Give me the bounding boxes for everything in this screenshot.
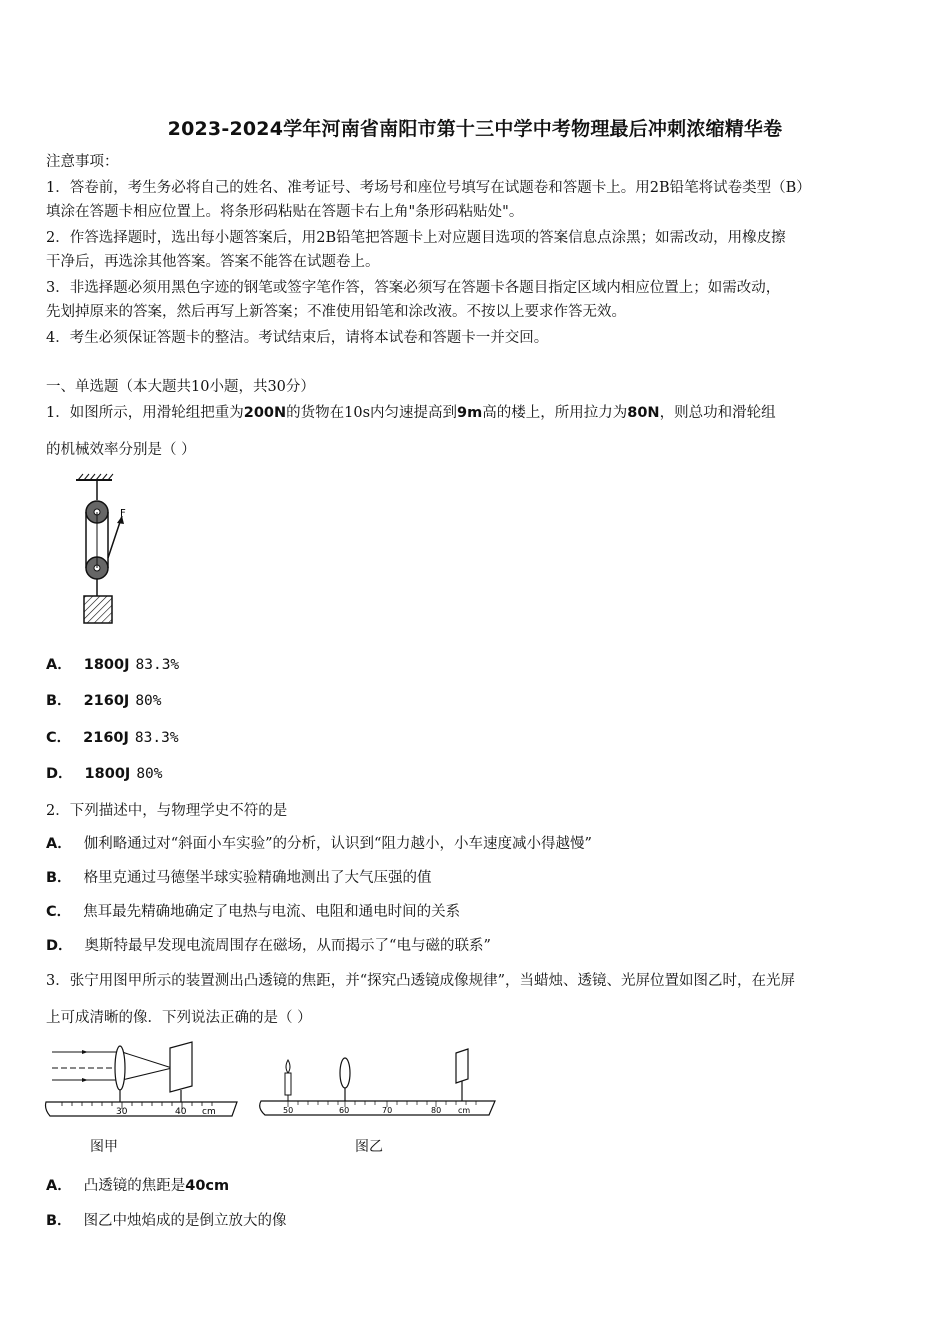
q2-option-c[interactable] bbox=[46, 902, 460, 922]
notice-line: 4．考生必须保证答题卡的整洁。考试结束后，请将本试卷和答题卡一并交回。 bbox=[46, 330, 549, 346]
ceiling bbox=[76, 474, 113, 480]
light-screen bbox=[456, 1049, 468, 1083]
force-label: F bbox=[120, 508, 126, 519]
tick-label: cm bbox=[202, 1107, 216, 1117]
option-text: 奥斯特最早发现电流周围存在磁场，从而揭示了“电与磁的联系” bbox=[84, 938, 491, 954]
option-key: D． bbox=[46, 766, 73, 782]
figure-jia bbox=[42, 1040, 242, 1120]
option-work: 1800J bbox=[83, 657, 130, 673]
q1-option-a[interactable] bbox=[46, 655, 179, 675]
option-key: C． bbox=[46, 730, 72, 746]
option-work: 1800J bbox=[84, 766, 131, 782]
tick-label: 70 bbox=[382, 1106, 393, 1115]
convex-lens bbox=[115, 1046, 125, 1090]
tick-label: 50 bbox=[283, 1106, 294, 1115]
figure-yi-caption: 图乙 bbox=[355, 1139, 383, 1155]
notice-heading: 注意事项： bbox=[46, 154, 119, 170]
q1-force: 80N bbox=[627, 405, 660, 421]
convex-lens bbox=[340, 1058, 350, 1088]
option-key: B． bbox=[46, 693, 72, 709]
notice-line: 1．答卷前，考生务必将自己的姓名、准考证号、考场号和座位号填写在试题卷和答题卡上。用2B铅笔将试卷类型（B） bbox=[46, 180, 811, 196]
notice-line: 填涂在答题卡相应位置上。将条形码粘贴在答题卡右上角"条形码粘贴处"。 bbox=[46, 204, 524, 220]
option-key: D． bbox=[46, 938, 73, 954]
figure-jia-caption: 图甲 bbox=[90, 1139, 118, 1155]
q3-option-b[interactable] bbox=[46, 1211, 287, 1231]
q2-option-a[interactable] bbox=[46, 834, 592, 854]
option-text: 伽利略通过对“斜面小车实验”的分析，认识到“阻力越小，小车速度减小得越慢” bbox=[83, 836, 592, 852]
q1-option-d[interactable] bbox=[46, 764, 163, 784]
question-1-stem bbox=[46, 403, 776, 423]
tick-label: 40 bbox=[175, 1107, 187, 1117]
q3-option-a[interactable] bbox=[46, 1176, 229, 1196]
section-heading: 一、单选题（本大题共10小题，共30分） bbox=[46, 379, 315, 395]
light-screen bbox=[170, 1042, 192, 1092]
q2-option-d[interactable] bbox=[46, 936, 491, 956]
figure-yi bbox=[255, 1045, 500, 1120]
option-key: B． bbox=[46, 870, 72, 886]
tick-label: 60 bbox=[339, 1106, 350, 1115]
q1-text: 1．如图所示，用滑轮组把重为 bbox=[46, 405, 244, 421]
option-key: A． bbox=[46, 836, 72, 852]
q1-option-c[interactable] bbox=[46, 728, 179, 748]
tick-label: cm bbox=[458, 1106, 471, 1115]
tick-label: 80 bbox=[431, 1106, 442, 1115]
option-efficiency: 83.3% bbox=[135, 657, 180, 673]
notice-line: 3．非选择题必须用黑色字迹的钢笔或签字笔作答，答案必须写在答题卡各题目指定区域内相应位置上；如需改动， bbox=[46, 280, 781, 296]
option-text: 焦耳最先精确地确定了电热与电流、电阻和通电时间的关系 bbox=[83, 904, 461, 920]
option-value: 40cm bbox=[185, 1178, 230, 1194]
question-2-stem: 2．下列描述中，与物理学史不符的是 bbox=[46, 803, 288, 819]
option-efficiency: 80% bbox=[135, 693, 162, 709]
option-text: 格里克通过马德堡半球实验精确地测出了大气压强的值 bbox=[83, 870, 432, 886]
pulley-figure bbox=[70, 470, 140, 630]
q1-option-b[interactable] bbox=[46, 691, 162, 711]
q2-option-b[interactable] bbox=[46, 868, 432, 888]
q1-text: 高的楼上，所用拉力为 bbox=[482, 405, 628, 421]
notice-line: 2．作答选择题时，选出每小题答案后，用2B铅笔把答题卡上对应题目选项的答案信息点涂黑；如需改动，用橡皮擦 bbox=[46, 230, 786, 246]
question-3-stem: 3．张宁用图甲所示的装置测出凸透镜的焦距，并“探究凸透镜成像规律”，当蜡烛、透镜、光屏位置如图乙时，在光屏 bbox=[46, 973, 796, 989]
question-3-stem-line2: 上可成清晰的像．下列说法正确的是（ ） bbox=[46, 1010, 312, 1026]
candle bbox=[285, 1060, 291, 1101]
cargo-block bbox=[84, 596, 112, 623]
q1-text: 的货物在10s内匀速提高到 bbox=[286, 405, 458, 421]
option-key: B． bbox=[46, 1213, 72, 1229]
question-1-stem-line2: 的机械效率分别是（ ） bbox=[46, 442, 196, 458]
option-key: A． bbox=[46, 657, 72, 673]
option-key: C． bbox=[46, 904, 72, 920]
option-text: 图乙中烛焰成的是倒立放大的像 bbox=[83, 1213, 287, 1229]
option-efficiency: 80% bbox=[136, 766, 163, 782]
tick-label: 30 bbox=[116, 1107, 128, 1117]
notice-line: 干净后，再选涂其他答案。答案不能答在试题卷上。 bbox=[46, 254, 380, 270]
notice-line: 先划掉原来的答案，然后再写上新答案；不准使用铅笔和涂改液。不按以上要求作答无效。 bbox=[46, 304, 626, 320]
option-text: 凸透镜的焦距是 bbox=[83, 1178, 186, 1194]
option-work: 2160J bbox=[83, 693, 130, 709]
option-work: 2160J bbox=[83, 730, 129, 746]
option-efficiency: 83.3% bbox=[134, 730, 179, 746]
q1-weight: 200N bbox=[243, 405, 287, 421]
q1-height: 9m bbox=[457, 405, 483, 421]
option-key: A． bbox=[46, 1178, 72, 1194]
page-title: 2023-2024学年河南省南阳市第十三中学中考物理最后冲刺浓缩精华卷 bbox=[167, 118, 783, 140]
q1-text: ，则总功和滑轮组 bbox=[659, 405, 776, 421]
